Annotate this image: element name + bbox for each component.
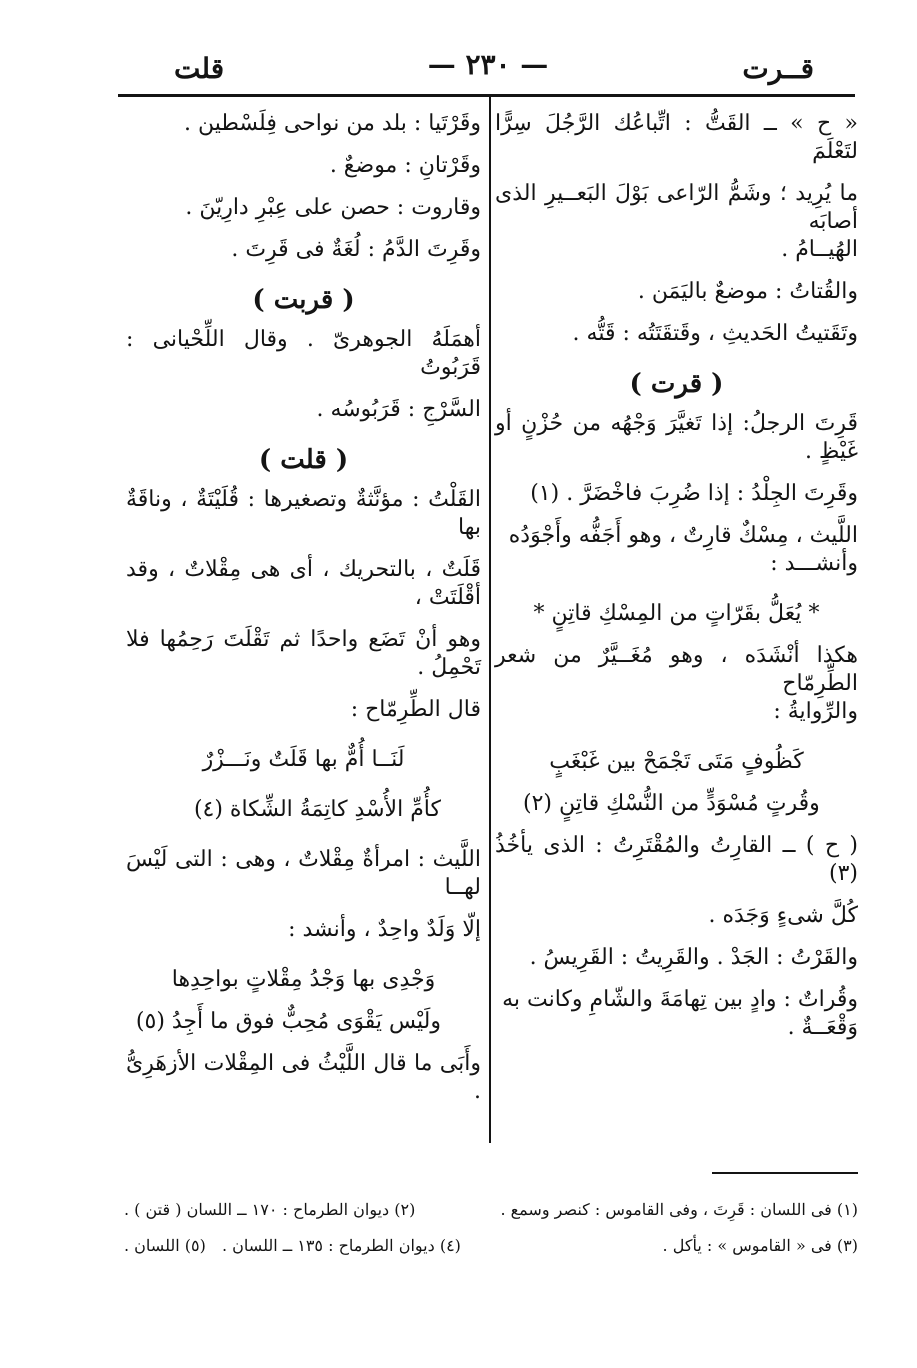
text-line: وقَرْتَيا : بلد من نواحى فِلَسْطين . (184, 111, 481, 136)
text-line: وأَبَى ما قال اللَّيْثُ فى المِقْلات الأزهَرِىُّ . (126, 1051, 481, 1104)
header-rule (118, 94, 855, 97)
text-line: وقُراتٌ : وادٍ بين تِهامَةَ والشّامِ وكانت به (502, 987, 858, 1012)
text-line: وقَرْتانِ : موضعٌ . (329, 153, 481, 178)
footnote-5: (٥) اللسان . (124, 1236, 206, 1255)
page-number: — ٢٣٠ — (427, 48, 549, 81)
right-column (495, 110, 858, 1042)
footnote-2: (٢) ديوان الطرماح : ١٧٠ ــ اللسان ( قتن ) . (124, 1200, 416, 1219)
header-right-keyword: قــرت (742, 52, 814, 85)
footnotes (124, 1192, 858, 1264)
text-line: ( ح ) ــ القارِتُ والمُقْتَرِتُ : الذى يأخُذُ (٣) (495, 833, 858, 886)
footnote-rule (712, 1172, 858, 1174)
text-line: « ح » ــ القَتُّ : اتِّباعُك الرَّجُلَ سِرًّا لتَعْلَمَ (495, 111, 858, 164)
footnote-row (124, 1192, 858, 1228)
text-line: قَلَتٌ ، بالتحريك ، أى هى مِقْلاتٌ ، وقد أقْلَتَتْ ، (126, 557, 481, 610)
verse-line: وقُرتٍ مُسْوَدٍّ من النُّسْكِ قاتِنٍ (٢) (523, 791, 820, 816)
text-line: والقُتاتُ : موضعٌ باليَمَن . (637, 279, 858, 304)
text-line: قَرِتَ الرجلُ: إذا تَغيَّرَ وَجْهُه من حُزْنٍ أو غَيْظٍ . (495, 411, 858, 464)
text-line: وَقْعَــةٌ . (787, 1015, 858, 1040)
entry-heading-qlt: ( قلت ) (258, 445, 349, 475)
text-line: والرِّوايةُ : (773, 699, 858, 724)
footnote-3: (٣) فى « القاموس » : يأكل . (662, 1236, 858, 1255)
text-line: وأنشـــد : (770, 551, 858, 576)
text-line: قال الطِّرِمّاح : (350, 697, 481, 722)
text-line: وقاروت : حصن على عِبْرِ دارِيّنَ . (185, 195, 481, 220)
column-divider (489, 96, 491, 1143)
verse-line: كأُمِّ الأُسْدِ كاتِمَةُ الشِّكاة (٤) (193, 797, 441, 822)
verse-line: كَظُوفٍ مَتَى تَجْمَحْ بين غَبْغَبٍ (549, 749, 804, 774)
text-line: وهو أنْ تَضَع واحدًا ثم تَقْلَتَ رَحِمُها فلا تَحْمِلُ . (126, 627, 481, 680)
entry-heading-qrt: ( قرت ) (629, 369, 724, 399)
footnote-4: (٤) ديوان الطرماح : ١٣٥ ــ اللسان . (222, 1236, 461, 1255)
page-header (122, 48, 854, 88)
left-column (126, 110, 481, 1106)
text-line: هكذا أنْشَدَه ، وهو مُغَــيَّرٌ من شعر الطِّرِمّاح (495, 643, 858, 696)
text-line: أهمَلَهُ الجوهرىّ . وقال اللِّحْيانى : قَرَبُوتُ (126, 327, 481, 380)
text-line: اللَّيث ، مِسْكٌ قارِتٌ ، وهو أَجَفُّه وأَجْوَدُه (508, 523, 858, 548)
text-line: والقَرْتُ : الجَدْ . والقَرِيتُ : القَرِيسُ . (529, 945, 858, 970)
verse-line: وَجْدِى بها وَجْدُ مِقْلاتٍ بواحِدِها (171, 967, 436, 992)
text-line: اللَّيث : امرأةٌ مِقْلاتٌ ، وهى : التى لَيْسَ لهــا (126, 847, 481, 900)
footnote-row (124, 1228, 858, 1264)
text-line: وقَرِتَ الدَّمُ : لُغَةٌ فى قَرِتَ . (231, 237, 481, 262)
text-line: وتَقَتيتُ الحَديثِ ، وقَتقَتَتُه : قَتُّه . (572, 321, 858, 346)
header-left-keyword: قلت (174, 52, 225, 85)
text-line: ما يُرِيد ؛ وشَمُّ الرّاعى بَوْلَ البَعــيرِ الذى أصابَه (495, 181, 858, 234)
verse-line: لَنَــا أُمٌّ بها قَلَتٌ ونَـــزْرٌ (202, 747, 405, 772)
text-line: وقَرِتَ الجِلْدُ : إذا ضُرِبَ فاخْضَرَّ . (١) (530, 481, 858, 506)
text-line: الهُيــامُ . (781, 237, 858, 262)
footnote-1: (١) فى اللسان : قَرِتَ ، وفى القاموس : كنصر وسمع . (500, 1200, 858, 1219)
verse-line: ولَيْس يَقْوَى مُحِبٌّ فوق ما أَجِدُ (٥) (135, 1009, 441, 1034)
verse-line: * يُعَلُّ بقَرّاتٍ من المِسْكِ قاتِنٍ * (533, 601, 820, 626)
entry-heading-qrbt: ( قربت ) (252, 285, 355, 315)
text-line: القَلْتُ : مؤنَّثةٌ وتصغيرها : قُلَيْتَةٌ ، وناقَةٌ بها (126, 487, 481, 540)
text-line: السَّرْجِ : قَرَبُوسُه . (316, 397, 481, 422)
text-line: إلّا وَلَدٌ واحِدٌ ، وأنشد : (288, 917, 481, 942)
text-line: كُلَّ شىءٍ وَجَدَه . (708, 903, 858, 928)
